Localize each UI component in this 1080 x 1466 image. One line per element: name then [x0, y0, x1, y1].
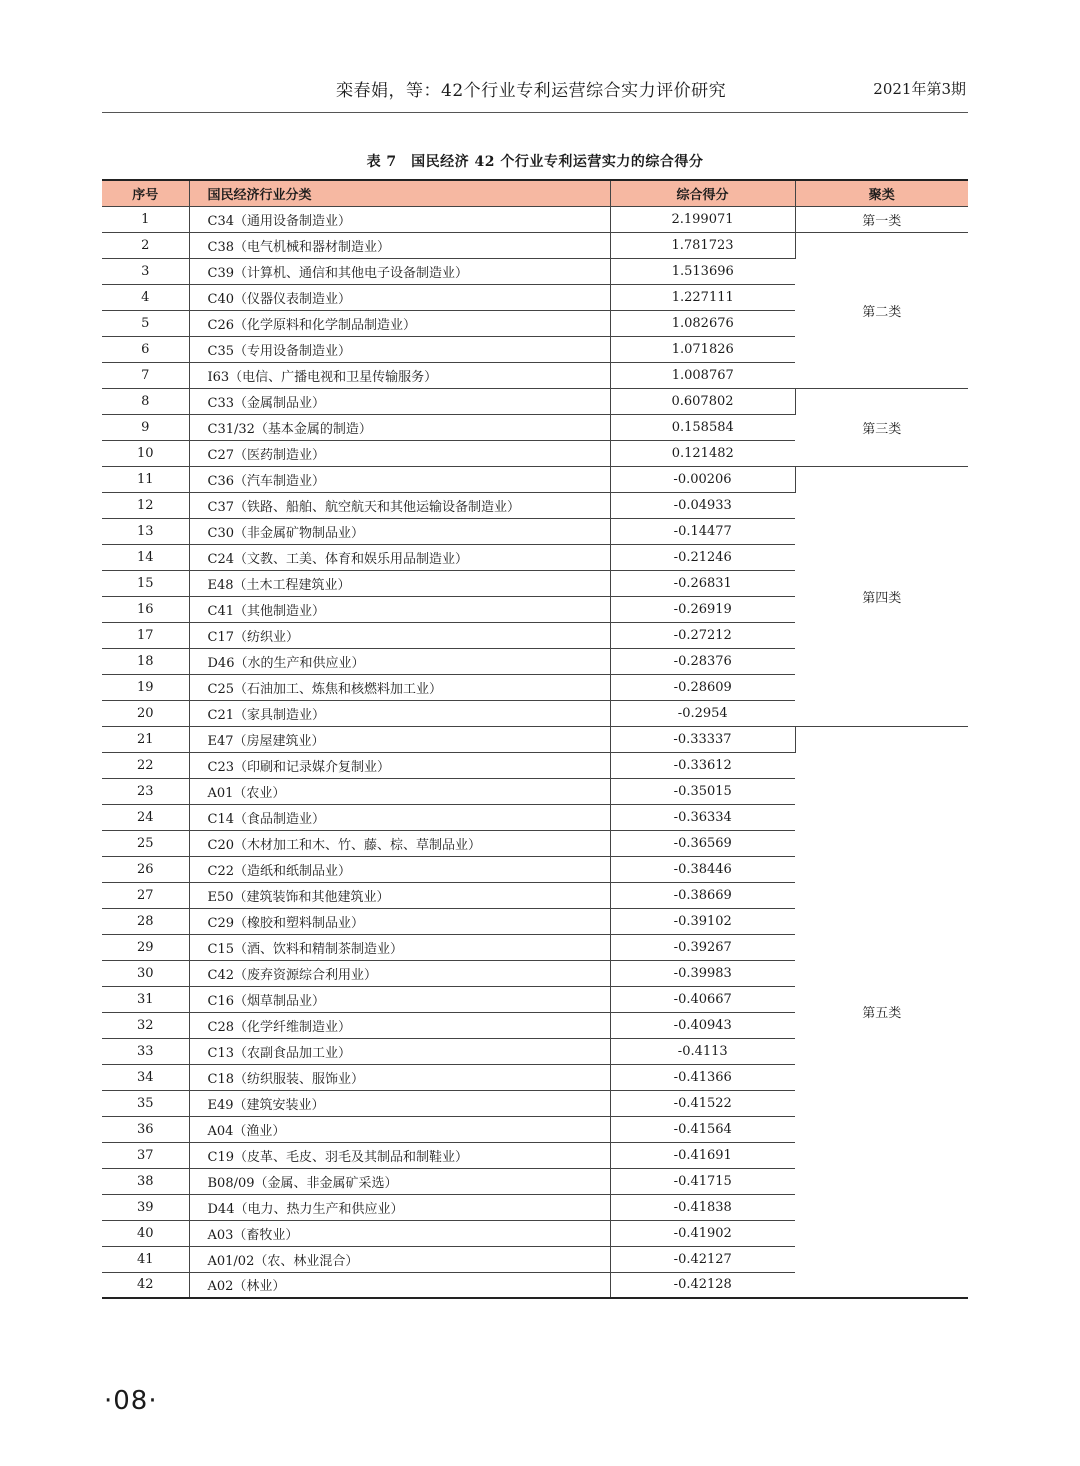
row-index: 35 [102, 1090, 189, 1116]
table-row [102, 232, 968, 258]
row-score: 2.199071 [610, 206, 795, 232]
row-score: -0.14477 [610, 518, 795, 544]
row-index: 12 [102, 492, 189, 518]
cluster-label: 第一类 [795, 206, 968, 232]
row-index: 20 [102, 700, 189, 726]
row-industry: E47（房屋建筑业） [189, 726, 610, 752]
row-index: 1 [102, 206, 189, 232]
row-industry: C40（仪器仪表制造业） [189, 284, 610, 310]
row-industry: A01（农业） [189, 778, 610, 804]
cluster-label: 第五类 [795, 726, 968, 1298]
row-score: -0.33612 [610, 752, 795, 778]
row-industry: C31/32（基本金属的制造） [189, 414, 610, 440]
row-score: -0.4113 [610, 1038, 795, 1064]
row-industry: C15（酒、饮料和精制茶制造业） [189, 934, 610, 960]
row-index: 21 [102, 726, 189, 752]
row-score: -0.41564 [610, 1116, 795, 1142]
row-index: 28 [102, 908, 189, 934]
row-industry: B08/09（金属、非金属矿采选） [189, 1168, 610, 1194]
row-industry: C34（通用设备制造业） [189, 206, 610, 232]
row-index: 31 [102, 986, 189, 1012]
row-score: -0.26919 [610, 596, 795, 622]
row-index: 24 [102, 804, 189, 830]
row-industry: A01/02（农、林业混合） [189, 1246, 610, 1272]
row-index: 26 [102, 856, 189, 882]
row-score: 1.781723 [610, 232, 795, 258]
row-index: 34 [102, 1064, 189, 1090]
row-score: -0.28609 [610, 674, 795, 700]
row-score: -0.42128 [610, 1272, 795, 1298]
table-row [102, 206, 968, 232]
row-score: -0.00206 [610, 466, 795, 492]
row-index: 33 [102, 1038, 189, 1064]
row-index: 41 [102, 1246, 189, 1272]
cluster-label: 第二类 [795, 232, 968, 388]
row-score: -0.36334 [610, 804, 795, 830]
row-score: 1.008767 [610, 362, 795, 388]
row-score: -0.40943 [610, 1012, 795, 1038]
row-industry: C27（医药制造业） [189, 440, 610, 466]
row-industry: C37（铁路、船舶、航空航天和其他运输设备制造业） [189, 492, 610, 518]
row-industry: C36（汽车制造业） [189, 466, 610, 492]
row-score: -0.42127 [610, 1246, 795, 1272]
row-industry: C23（印刷和记录媒介复制业） [189, 752, 610, 778]
row-score: -0.38446 [610, 856, 795, 882]
page-number: ·08· [104, 1386, 158, 1416]
row-index: 10 [102, 440, 189, 466]
row-score: -0.41522 [610, 1090, 795, 1116]
row-industry: C42（废弃资源综合利用业） [189, 960, 610, 986]
row-score: -0.2954 [610, 700, 795, 726]
row-index: 19 [102, 674, 189, 700]
row-index: 2 [102, 232, 189, 258]
header-issue: 2021年第3期 [873, 80, 966, 98]
row-index: 42 [102, 1272, 189, 1298]
row-industry: C19（皮革、毛皮、羽毛及其制品和制鞋业） [189, 1142, 610, 1168]
row-score: -0.41715 [610, 1168, 795, 1194]
row-industry: C26（化学原料和化学制品制造业） [189, 310, 610, 336]
row-score: 1.227111 [610, 284, 795, 310]
row-index: 29 [102, 934, 189, 960]
column-header-score: 综合得分 [610, 180, 795, 206]
row-score: -0.41838 [610, 1194, 795, 1220]
cluster-label: 第三类 [795, 388, 968, 466]
row-index: 14 [102, 544, 189, 570]
row-index: 13 [102, 518, 189, 544]
row-score: 1.071826 [610, 336, 795, 362]
row-index: 38 [102, 1168, 189, 1194]
row-industry: C14（食品制造业） [189, 804, 610, 830]
row-industry: A03（畜牧业） [189, 1220, 610, 1246]
row-score: -0.35015 [610, 778, 795, 804]
row-score: -0.39983 [610, 960, 795, 986]
table-body [102, 206, 968, 1298]
column-header-industry: 国民经济行业分类 [189, 180, 610, 206]
row-index: 27 [102, 882, 189, 908]
table-row [102, 726, 968, 752]
row-index: 11 [102, 466, 189, 492]
score-table [102, 179, 968, 1299]
row-score: 1.513696 [610, 258, 795, 284]
row-industry: C30（非金属矿物制品业） [189, 518, 610, 544]
row-industry: C22（造纸和纸制品业） [189, 856, 610, 882]
row-index: 4 [102, 284, 189, 310]
row-index: 23 [102, 778, 189, 804]
row-index: 17 [102, 622, 189, 648]
row-index: 16 [102, 596, 189, 622]
row-score: -0.38669 [610, 882, 795, 908]
cluster-label: 第四类 [795, 466, 968, 726]
row-index: 9 [102, 414, 189, 440]
row-industry: C25（石油加工、炼焦和核燃料加工业） [189, 674, 610, 700]
table-row [102, 388, 968, 414]
column-header-index: 序号 [102, 180, 189, 206]
row-index: 8 [102, 388, 189, 414]
row-score: -0.27212 [610, 622, 795, 648]
row-score: 0.121482 [610, 440, 795, 466]
row-score: 0.607802 [610, 388, 795, 414]
row-index: 18 [102, 648, 189, 674]
row-index: 7 [102, 362, 189, 388]
row-score: -0.36569 [610, 830, 795, 856]
row-industry: C29（橡胶和塑料制品业） [189, 908, 610, 934]
row-score: -0.21246 [610, 544, 795, 570]
row-industry: E49（建筑安装业） [189, 1090, 610, 1116]
row-score: -0.39102 [610, 908, 795, 934]
row-industry: I63（电信、广播电视和卫星传输服务） [189, 362, 610, 388]
row-index: 40 [102, 1220, 189, 1246]
row-score: -0.26831 [610, 570, 795, 596]
row-score: -0.40667 [610, 986, 795, 1012]
row-industry: C39（计算机、通信和其他电子设备制造业） [189, 258, 610, 284]
row-index: 37 [102, 1142, 189, 1168]
row-index: 25 [102, 830, 189, 856]
table-row [102, 466, 968, 492]
running-header [102, 74, 968, 113]
row-index: 22 [102, 752, 189, 778]
row-index: 6 [102, 336, 189, 362]
row-index: 5 [102, 310, 189, 336]
row-index: 39 [102, 1194, 189, 1220]
row-industry: A02（林业） [189, 1272, 610, 1298]
row-industry: D46（水的生产和供应业） [189, 648, 610, 674]
table-header-row [102, 180, 968, 206]
row-score: -0.39267 [610, 934, 795, 960]
row-industry: C13（农副食品加工业） [189, 1038, 610, 1064]
row-industry: C17（纺织业） [189, 622, 610, 648]
row-industry: E48（土木工程建筑业） [189, 570, 610, 596]
row-industry: C16（烟草制品业） [189, 986, 610, 1012]
header-title: 栾春娟，等：42个行业专利运营综合实力评价研究 [336, 81, 727, 101]
row-industry: C18（纺织服装、服饰业） [189, 1064, 610, 1090]
row-score: -0.41902 [610, 1220, 795, 1246]
row-index: 15 [102, 570, 189, 596]
row-industry: C33（金属制品业） [189, 388, 610, 414]
table-caption: 表 7 国民经济 42 个行业专利运营实力的综合得分 [366, 154, 704, 170]
row-industry: C35（专用设备制造业） [189, 336, 610, 362]
row-score: -0.04933 [610, 492, 795, 518]
row-industry: D44（电力、热力生产和供应业） [189, 1194, 610, 1220]
row-industry: C24（文教、工美、体育和娱乐用品制造业） [189, 544, 610, 570]
row-industry: A04（渔业） [189, 1116, 610, 1142]
row-score: -0.41691 [610, 1142, 795, 1168]
row-index: 32 [102, 1012, 189, 1038]
row-score: -0.28376 [610, 648, 795, 674]
row-industry: C20（木材加工和木、竹、藤、棕、草制品业） [189, 830, 610, 856]
row-score: -0.33337 [610, 726, 795, 752]
row-score: -0.41366 [610, 1064, 795, 1090]
row-industry: C38（电气机械和器材制造业） [189, 232, 610, 258]
row-score: 1.082676 [610, 310, 795, 336]
column-header-cluster: 聚类 [795, 180, 968, 206]
row-index: 36 [102, 1116, 189, 1142]
row-industry: C41（其他制造业） [189, 596, 610, 622]
row-industry: C28（化学纤维制造业） [189, 1012, 610, 1038]
row-index: 30 [102, 960, 189, 986]
row-score: 0.158584 [610, 414, 795, 440]
row-industry: E50（建筑装饰和其他建筑业） [189, 882, 610, 908]
row-industry: C21（家具制造业） [189, 700, 610, 726]
row-index: 3 [102, 258, 189, 284]
